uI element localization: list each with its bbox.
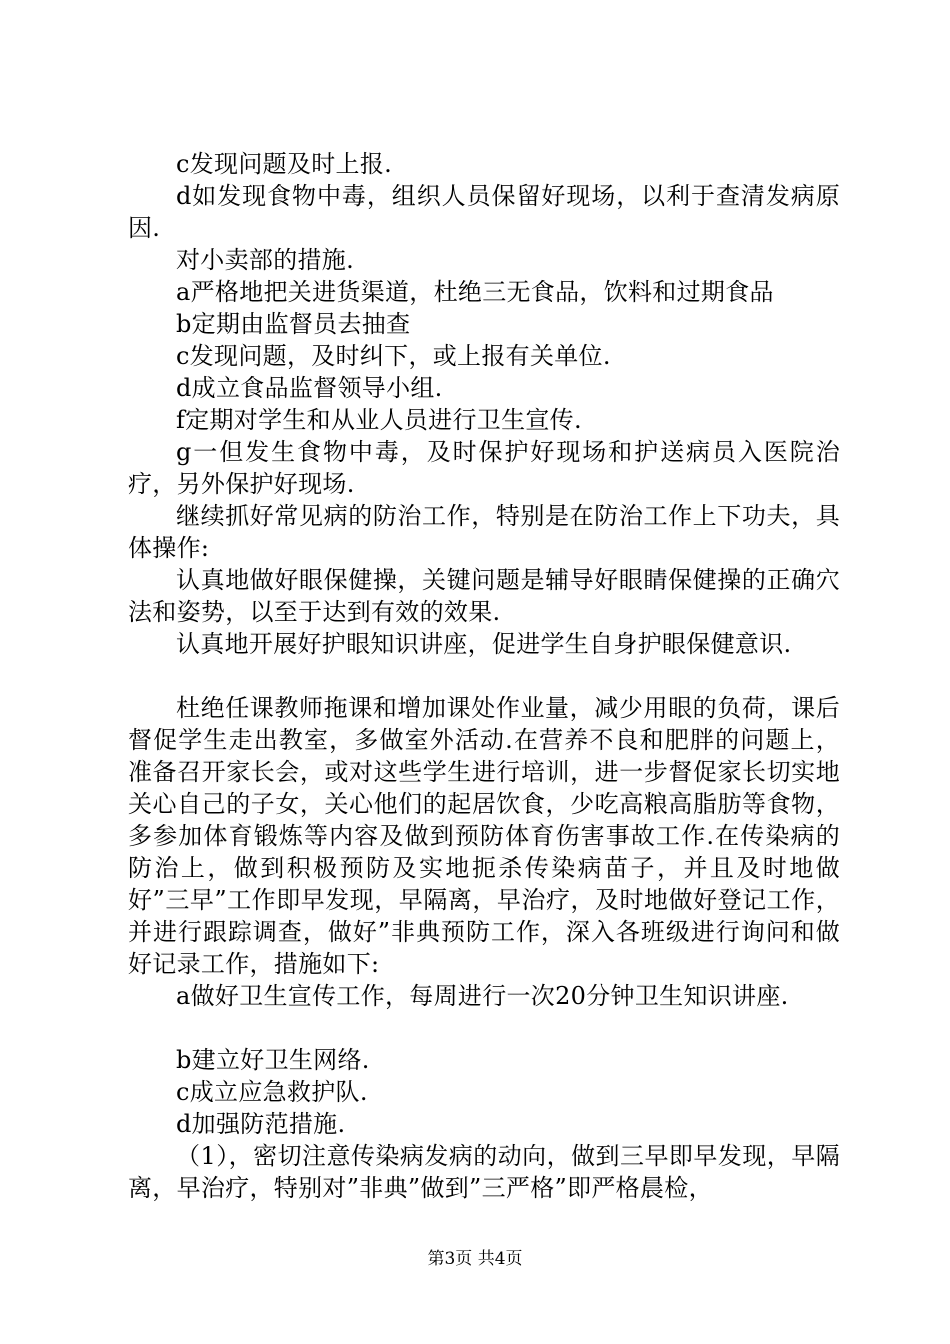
paragraph-3: 对小卖部的措施. [176,246,355,274]
page-number-footer: 第3页 共4页 [427,1249,523,1269]
paragraph-11: 认真地做好眼保健操，关键问题是辅导好眼睛保健操的正确穴法和姿势，以至于达到有效的效果. [128,566,840,626]
paragraph-15: b建立好卫生网络. [176,1046,370,1074]
document-body [128,148,840,1204]
paragraph-5: b定期由监督员去抽查 [176,310,411,338]
paragraph-18: （1），密切注意传染病发病的动向，做到三早即早发现，早隔离，早治疗，特别对”非典”做到”三严格”即严格晨检， [128,1142,840,1202]
paragraph-10: 继续抓好常见病的防治工作，特别是在防治工作上下功夫，具体操作: [128,502,840,562]
paragraph-8: f定期对学生和从业人员进行卫生宣传. [176,406,582,434]
paragraph-1: c发现问题及时上报. [176,150,393,178]
paragraph-6: c发现问题，及时纠下，或上报有关单位. [176,342,611,370]
paragraph-9: g一但发生食物中毒，及时保护好现场和护送病员入医院治疗，另外保护好现场. [128,438,840,498]
paragraph-2: d如发现食物中毒，组织人员保留好现场，以利于查清发病原因. [128,182,840,242]
paragraph-13: 杜绝任课教师拖课和增加课处作业量，减少用眼的负荷，课后督促学生走出教室，多做室外活动.在营养不良和肥胖的问题上，准备召开家长会，或对这些学生进行培训，进一步督促家长切实地关心自己的子女，关心他们的起居饮食，少吃高粮高脂肪等食物，多参加体育锻炼等内容及做到预防体育伤害事故工作.在传染病的防治上，做到积极预防及实地扼杀传染病苗子，并且及时地做好”三早”工作即早发现，早隔离，早治疗，及时地做好登记工作，并进行跟踪调查，做好”非典预防工作，深入各班级进行询问和做好记录工作，措施如下: [128,694,840,978]
paragraph-17: d加强防范措施. [176,1110,346,1138]
paragraph-7: d成立食品监督领导小组. [176,374,443,402]
paragraph-14: a做好卫生宣传工作，每周进行一次20分钟卫生知识讲座. [176,982,789,1010]
paragraph-16: c成立应急救护队. [176,1078,368,1106]
paragraph-12: 认真地开展好护眼知识讲座，促进学生自身护眼保健意识. [176,630,792,658]
paragraph-4: a严格地把关进货渠道，杜绝三无食品，饮料和过期食品 [176,278,774,306]
